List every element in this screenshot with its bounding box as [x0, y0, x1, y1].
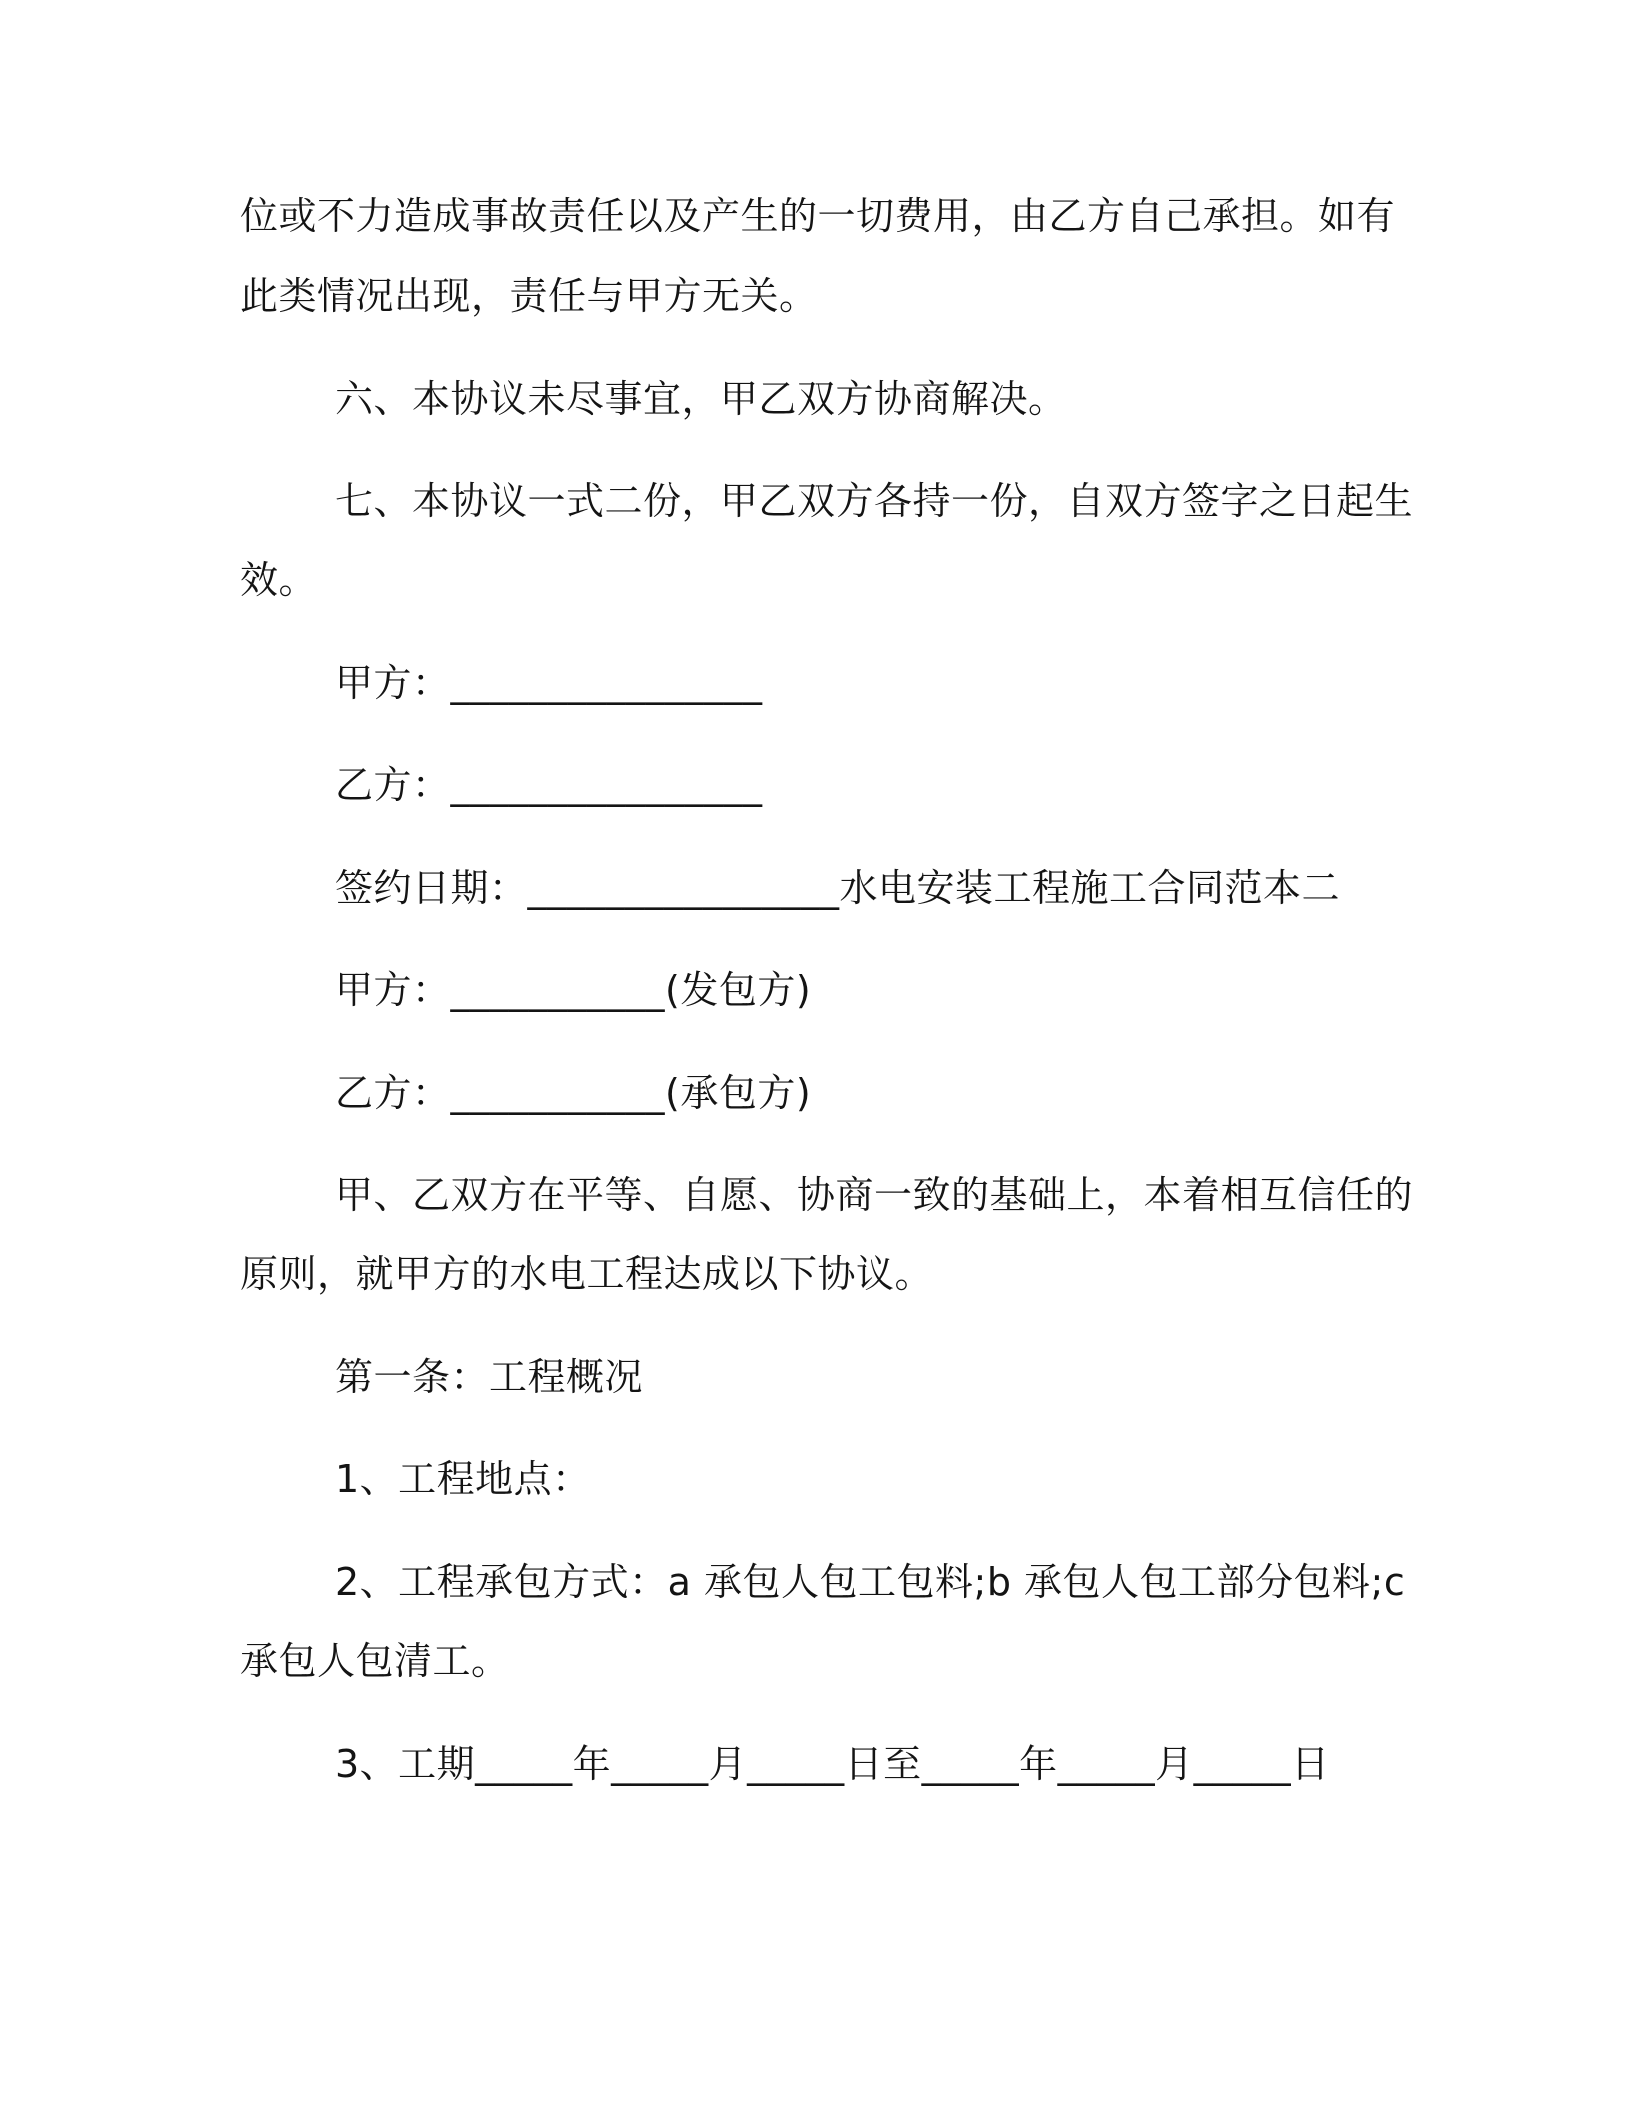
item-contract-method: 2、工程承包方式：a 承包人包工包料;b 承包人包工部分包料;c: [335, 1560, 1406, 1604]
article-one-heading: 第一条：工程概况: [335, 1355, 644, 1399]
text-line: 效。: [240, 558, 318, 602]
text-line: 此类情况出现，责任与甲方无关。: [240, 274, 818, 318]
party-a-employer: 甲方：___________(发包方): [335, 968, 812, 1012]
signing-date-line: 签约日期：________________水电安装工程施工合同范本二: [335, 866, 1341, 910]
item-project-location: 1、工程地点：: [335, 1457, 591, 1501]
party-a-signature: 甲方：________________: [335, 661, 763, 705]
text-line: 位或不力造成事故责任以及产生的一切费用，由乙方自己承担。如有: [240, 194, 1396, 238]
party-b-signature: 乙方：________________: [335, 763, 763, 807]
text-line: 承包人包清工。: [240, 1639, 510, 1683]
item-construction-period: 3、工期_____年_____月_____日至_____年_____月_____日: [335, 1742, 1330, 1786]
clause-six: 六、本协议未尽事宜，甲乙双方协商解决。: [335, 377, 1067, 421]
party-b-contractor: 乙方：___________(承包方): [335, 1071, 812, 1115]
text-line: 原则，就甲方的水电工程达成以下协议。: [240, 1252, 934, 1296]
clause-seven: 七、本协议一式二份，甲乙双方各持一份，自双方签字之日起生: [335, 479, 1414, 523]
preamble: 甲、乙双方在平等、自愿、协商一致的基础上，本着相互信任的: [335, 1173, 1414, 1217]
